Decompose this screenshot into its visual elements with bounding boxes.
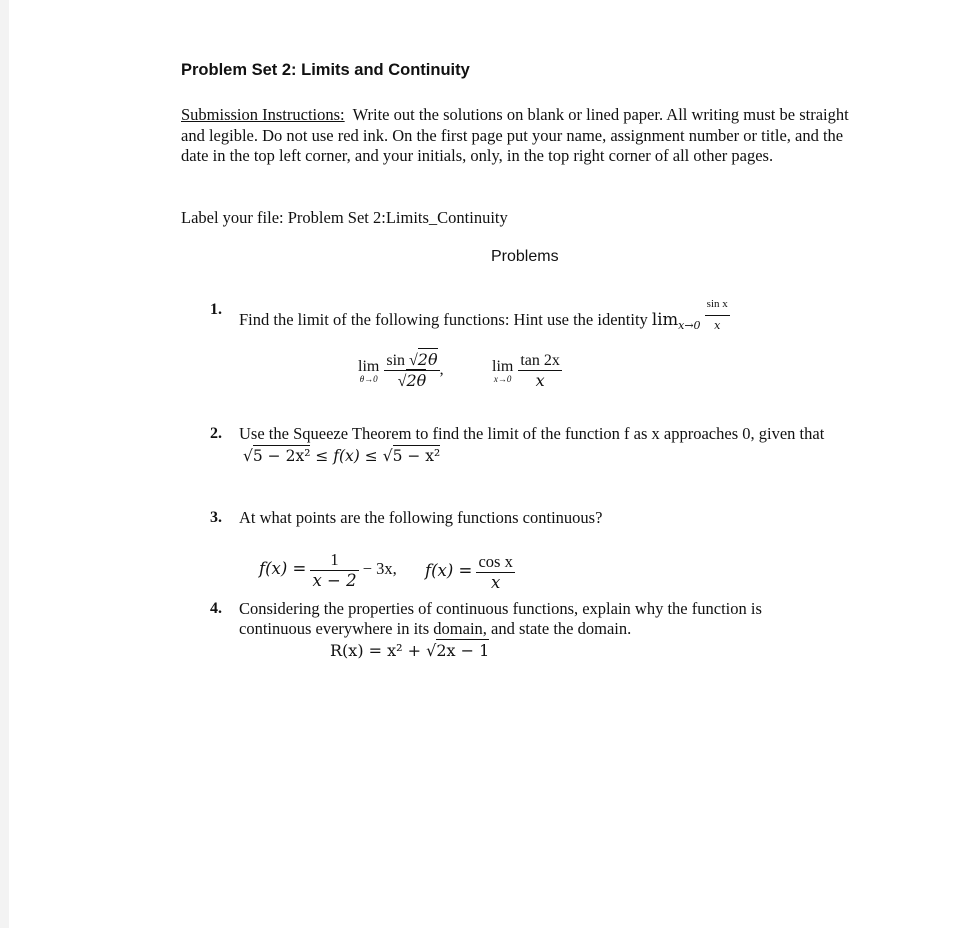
hint-lim: lim <box>651 309 679 329</box>
f1-lhs: f(x) = <box>259 558 307 578</box>
f1-denominator: x − 2 <box>312 571 357 590</box>
problem-1-number: 1. <box>210 301 222 318</box>
problems-heading: Problems <box>491 248 559 265</box>
lim-subscript: θ→0 <box>359 373 378 384</box>
expr-2-fraction <box>518 352 562 390</box>
hint-fraction <box>705 294 730 336</box>
inequality-middle: ≤ f(x) ≤ <box>310 447 383 465</box>
num-radicand: 2θ <box>417 350 438 369</box>
hint-lim-sub: x→0 <box>678 318 701 332</box>
problem-2-inequality: √5 − 2x² ≤ f(x) ≤ √5 − x² <box>243 447 441 465</box>
expr-2-denominator: x <box>535 371 545 390</box>
problem-3-number: 3. <box>210 509 222 526</box>
lim-x <box>492 358 513 384</box>
problem-1-text <box>239 300 730 342</box>
page-edge <box>0 0 9 928</box>
formula-lhs: R(x) = x² + <box>330 641 427 660</box>
f2-numerator: cos x <box>478 552 513 571</box>
sin-fn: sin <box>386 352 406 369</box>
problem-3-statement: At what points are the following functions continuous? <box>239 508 603 527</box>
den-radicand: 2θ <box>406 371 427 390</box>
f2-denominator: x <box>491 573 501 592</box>
f2-lhs: f(x) = <box>425 560 473 580</box>
expr-1-fraction <box>384 350 439 391</box>
expr-2-numerator: tan 2x <box>520 352 560 369</box>
formula-radicand: 2x − 1 <box>436 641 490 660</box>
label-file-note: Label your file: Problem Set 2:Limits_Continuity <box>181 208 508 227</box>
expr-1-comma: , <box>439 361 444 379</box>
problem-1-expr-2 <box>492 352 562 390</box>
lim-theta <box>358 358 379 384</box>
lim-label: lim <box>492 358 514 375</box>
problem-4-line-1: Considering the properties of continuous functions, explain why the function is <box>239 599 762 618</box>
problem-3-function-2 <box>425 552 515 592</box>
f1-tail: − 3x, <box>362 558 397 578</box>
problem-3-function-1 <box>259 550 397 590</box>
f2-fraction <box>476 552 514 592</box>
problem-2-number: 2. <box>210 425 222 442</box>
problem-2-statement: Use the Squeeze Theorem to find the limit of the function f as x approaches 0, given that <box>239 424 825 443</box>
submission-instructions <box>181 105 871 167</box>
page-title: Problem Set 2: Limits and Continuity <box>181 61 470 79</box>
problem-4-number: 4. <box>210 600 222 617</box>
expr-1-denominator: √2θ <box>397 371 427 390</box>
hint-denominator: x <box>714 318 721 332</box>
problem-1-expr-1 <box>358 350 444 391</box>
right-radicand: 5 − x² <box>392 447 441 465</box>
problem-1-statement: Find the limit of the following functions: Hint use the identity <box>239 309 648 329</box>
f1-numerator: 1 <box>330 550 339 569</box>
f1-fraction <box>310 550 358 590</box>
expr-1-numerator: sin √2θ <box>386 350 438 369</box>
problem-4-formula: R(x) = x² + √2x − 1 <box>330 641 490 660</box>
lim-label: lim <box>358 357 380 375</box>
instructions-lead: Submission Instructions: <box>181 105 345 124</box>
lim-subscript: x→0 <box>493 374 512 384</box>
instructions-body: Write out the solutions on blank or lined paper. All writing must be straight and legible. Do not use red ink. On the first page put your name, assignment number or title, and the date in the top left corner, and your initials, only, in the top right corner of all other pages. <box>181 105 849 165</box>
left-radicand: 5 − 2x² <box>252 447 311 465</box>
problem-4-line-2: continuous everywhere in its domain, and state the domain. <box>239 619 632 638</box>
hint-numerator: sin x <box>706 298 728 310</box>
